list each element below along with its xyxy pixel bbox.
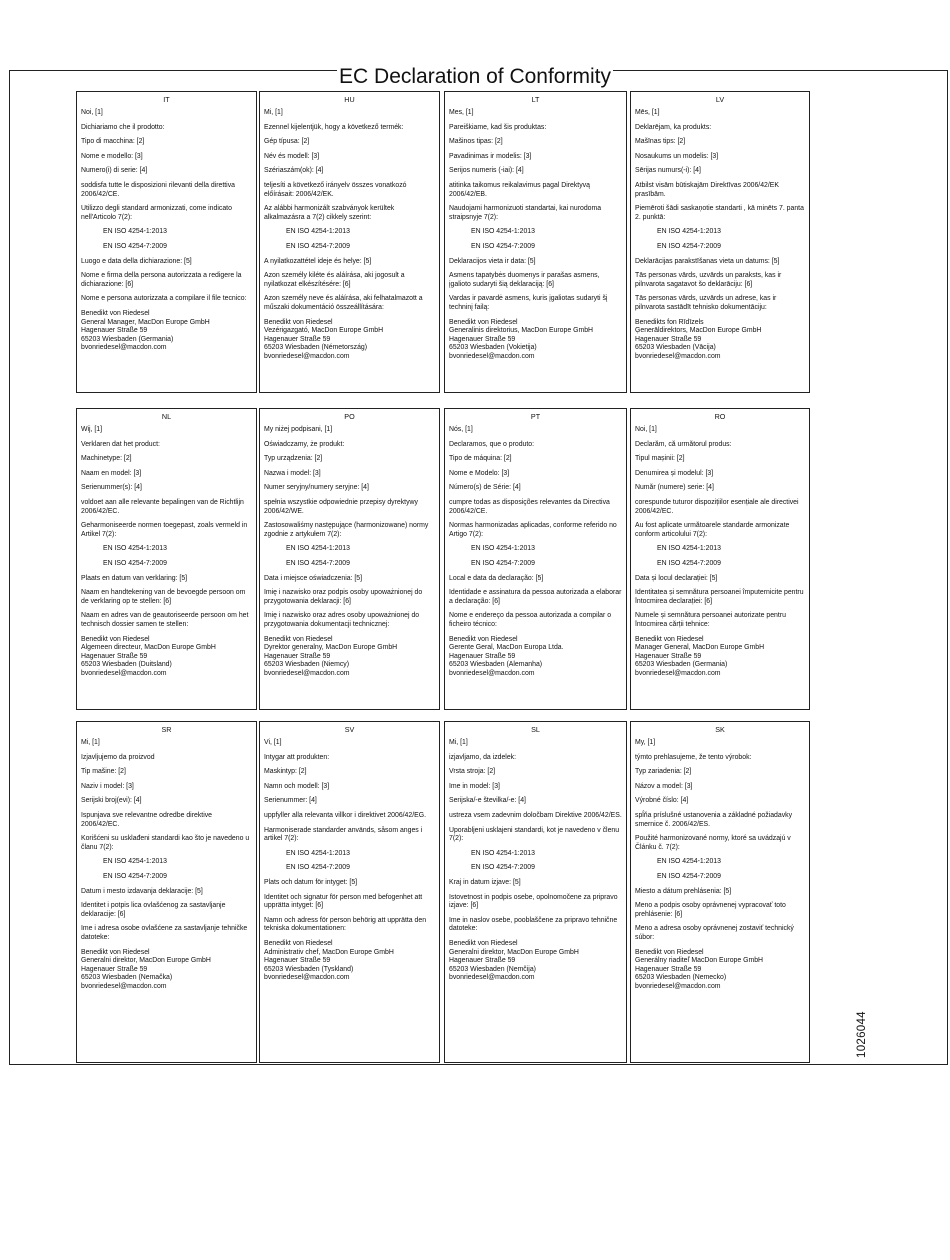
contact-block: [449, 319, 622, 362]
contact-line: bvonriedesel@macdon.com: [449, 669, 535, 677]
contact-line: Benedikt von Riedesel: [264, 318, 333, 326]
declaration-box-sl: [444, 721, 627, 1063]
declaration-line: Meno a adresa osoby oprávnenej zostaviť technický súbor:: [635, 925, 794, 941]
declaration-line: Identidade e assinatura da pessoa autorizada a elaborar a declaração: [6]: [449, 589, 622, 605]
contact-line: Benedikt von Riedesel: [449, 939, 518, 947]
declaration-line: Data i miejsce oświadczenia: [5]: [264, 574, 363, 582]
declaration-line: Ime in naslov osebe, pooblaščene za pripravo tehnične datoteke:: [449, 916, 618, 933]
declaration-line: Typ zariadenia: [2]: [635, 768, 692, 776]
declaration-line: Miesto a dátum prehlásenia: [5]: [635, 887, 732, 895]
standard-reference: EN ISO 4254-7:2009: [103, 242, 167, 250]
declaration-line: Intygar att produkten:: [264, 753, 330, 761]
standard-reference: EN ISO 4254-7:2009: [286, 864, 350, 872]
contact-block: [449, 940, 622, 983]
contact-line: Hagenauer Straße 59: [449, 957, 516, 965]
declaration-line: Mašīnas tips: [2]: [635, 138, 686, 146]
declaration-line: Numero(i) di serie: [4]: [81, 167, 148, 175]
contact-line: 65203 Wiesbaden (Nemačka): [81, 974, 173, 982]
contact-line: Benedikt von Riedesel: [81, 309, 150, 317]
contact-block: [264, 636, 435, 679]
declaration-box-lv: [630, 91, 810, 393]
declaration-line: Serijski broj(evi): [4]: [81, 797, 142, 805]
contact-line: 65203 Wiesbaden (Vokietija): [449, 344, 537, 352]
contact-line: 65203 Wiesbaden (Németország): [264, 344, 368, 352]
declaration-line: Maskintyp: [2]: [264, 768, 307, 776]
language-code: SV: [344, 725, 355, 734]
declaration-line: Dichiariamo che il prodotto:: [81, 123, 165, 131]
declaration-line: Nós, [1]: [449, 426, 473, 433]
contact-line: Hagenauer Straße 59: [81, 652, 148, 660]
language-code: SR: [161, 725, 172, 734]
contact-line: Dyrektor generalny, MacDon Europe GmbH: [264, 644, 398, 652]
declaration-line: Použité harmonizované normy, ktoré sa uvádzajú v Článku č. 7(2):: [635, 835, 791, 851]
declaration-line: Numele și semnătura persoanei autorizate pentru întocmirea cărții tehnice:: [635, 612, 786, 628]
declaration-line: Identitet i potpis lica ovlašćenog za sastavljanje deklaracije: [6]: [81, 902, 226, 918]
declaration-line: Plats och datum för intyget: [5]: [264, 878, 358, 886]
declaration-line: Vi, [1]: [264, 739, 282, 746]
contact-line: bvonriedesel@macdon.com: [635, 352, 721, 360]
contact-line: 65203 Wiesbaden (Germania): [635, 661, 728, 669]
declaration-line: cumpre todas as disposições relevantes da Directiva 2006/42/CE.: [449, 498, 610, 515]
declaration-line: Deklarācijas parakstīšanas vieta un datums: [5]: [635, 257, 780, 265]
contact-line: Algemeen directeur, MacDon Europe GmbH: [81, 644, 216, 652]
declaration-line: Data și locul declarației: [5]: [635, 574, 718, 582]
declaration-box-ro: [630, 408, 810, 710]
declaration-line: Naam en model: [3]: [81, 469, 142, 477]
standard-reference: EN ISO 4254-1:2013: [471, 545, 535, 553]
declaration-line: Număr (numere) serie: [4]: [635, 484, 714, 492]
language-code: SL: [531, 725, 540, 734]
declaration-line: Plaats en datum van verklaring: [5]: [81, 574, 188, 582]
declaration-box-it: [76, 91, 257, 393]
contact-block: [635, 949, 805, 992]
contact-line: 65203 Wiesbaden (Duitsland): [81, 661, 172, 669]
declaration-line: Noi, [1]: [81, 109, 103, 116]
declaration-line: Istovetnost in podpis osebe, opolnomočene za pripravo izjave: [6]: [449, 893, 618, 910]
declaration-line: Naam en adres van de geautoriseerde persoon om het technisch dossier samen te stellen:: [81, 612, 249, 628]
declaration-line: Tipo di macchina: [2]: [81, 138, 145, 146]
contact-line: 65203 Wiesbaden (Alemanha): [449, 661, 543, 669]
standard-reference: EN ISO 4254-7:2009: [657, 242, 721, 250]
declaration-line: Serienummer: [4]: [264, 797, 317, 805]
contact-line: Hagenauer Straße 59: [635, 335, 702, 343]
declaration-line: Local e data da declaração: [5]: [449, 574, 544, 582]
declaration-line: Serijska/-e številka/-e: [4]: [449, 797, 526, 805]
declaration-line: Naudojami harmonizuoti standartai, kai nurodoma straipsnyje 7(2):: [449, 205, 602, 221]
contact-line: Generálny riaditeľ MacDon Europe GmbH: [635, 957, 764, 965]
contact-block: [635, 636, 805, 679]
declaration-line: Zastosowaliśmy następujące (harmonizowane) normy zgodnie z artykułem 7(2):: [264, 522, 429, 538]
declaration-line: Nome e modello: [3]: [81, 152, 143, 160]
contact-line: bvonriedesel@macdon.com: [449, 974, 535, 982]
contact-line: Generalinis direktorius, MacDon Europe GmbH: [449, 327, 593, 335]
contact-line: bvonriedesel@macdon.com: [264, 352, 350, 360]
contact-line: 65203 Wiesbaden (Nemecko): [635, 974, 727, 982]
contact-line: 65203 Wiesbaden (Germania): [81, 335, 174, 343]
declaration-line: týmto prehlasujeme, že tento výrobok:: [635, 753, 752, 761]
standard-reference: EN ISO 4254-7:2009: [471, 864, 535, 872]
declaration-line: Deklarējam, ka produkts:: [635, 123, 712, 131]
declaration-line: soddisfa tutte le disposizioni rilevanti della direttiva 2006/42/CE.: [81, 181, 235, 198]
declaration-line: Pareiškiame, kad šis produktas:: [449, 123, 547, 131]
contact-block: [81, 636, 252, 679]
contact-line: 65203 Wiesbaden (Nemčija): [449, 965, 536, 973]
declaration-line: Atbilst visām būtiskajām Direktīvas 2006/42/EK prasībām.: [635, 181, 779, 198]
standard-reference: EN ISO 4254-1:2013: [103, 228, 167, 236]
standard-reference: EN ISO 4254-7:2009: [103, 559, 167, 567]
declaration-line: Azon személy neve és aláírása, aki felhatalmazott a műszaki dokumentáció összeállítására:: [264, 295, 423, 311]
declaration-line: Výrobné číslo: [4]: [635, 797, 689, 805]
declaration-line: Név és modell: [3]: [264, 152, 320, 160]
contact-block: [449, 636, 622, 679]
declaration-line: Piemēroti šādi saskaņotie standarti , kā minēts 7. panta 2. punktā:: [635, 205, 804, 221]
declaration-line: Nazwa i model: [3]: [264, 469, 321, 477]
language-code: LV: [715, 95, 725, 104]
contact-line: Manager General, MacDon Europe GmbH: [635, 644, 765, 652]
contact-block: [635, 319, 805, 362]
declaration-line: Wij, [1]: [81, 426, 103, 433]
declaration-line: Numer seryjny/numery seryjne: [4]: [264, 484, 369, 492]
declaration-line: Uporabljeni usklajeni standardi, kot je navedeno v členu 7(2):: [449, 826, 620, 843]
declaration-line: Szériaszám(ok): [4]: [264, 167, 324, 175]
declaration-line: Serienummer(s): [4]: [81, 484, 142, 492]
language-code: LT: [531, 95, 540, 104]
contact-line: bvonriedesel@macdon.com: [635, 982, 721, 990]
contact-line: bvonriedesel@macdon.com: [81, 344, 167, 352]
declaration-line: My niżej podpisani, [1]: [264, 426, 333, 433]
contact-line: Gerente Geral, MacDon Europa Ltda.: [449, 644, 564, 652]
standard-reference: EN ISO 4254-7:2009: [471, 559, 535, 567]
language-code: SK: [715, 725, 725, 734]
declaration-line: Mi, [1]: [449, 739, 468, 746]
declaration-line: Korišćeni su usklađeni standardi kao što je navedeno u članu 7(2):: [81, 835, 250, 851]
language-code: HU: [344, 95, 355, 104]
declaration-line: Nome e firma della persona autorizzata a redigere la dichiarazione: [6]: [81, 272, 242, 288]
declaration-line: Declarăm, că următorul produs:: [635, 440, 732, 448]
declaration-line: Datum i mesto izdavanja deklaracije: [5]: [81, 887, 203, 895]
declaration-box-pt: [444, 408, 627, 710]
declaration-line: Nome e endereço da pessoa autorizada a compilar o ficheiro técnico:: [449, 612, 612, 628]
contact-line: Hagenauer Straße 59: [635, 965, 702, 973]
declaration-line: Názov a model: [3]: [635, 782, 693, 790]
declaration-line: Tās personas vārds, uzvārds un adrese, kas ir pilnvarota sastādīt tehnisko dokumentāciju:: [635, 295, 777, 311]
declaration-line: Meno a podpis osoby oprávnenej vypracovať toto prehlásenie: [6]: [635, 902, 786, 918]
contact-block: [81, 310, 252, 353]
contact-line: Benedikt von Riedesel: [264, 939, 333, 947]
declaration-line: Imię i nazwisko oraz podpis osoby upoważnionej do przygotowania deklaracji: [6]: [264, 589, 423, 605]
declaration-line: Serijos numeris (-iai): [4]: [449, 167, 524, 175]
declaration-line: Luogo e data della dichiarazione: [5]: [81, 257, 192, 265]
declaration-line: Noi, [1]: [635, 426, 657, 433]
standard-reference: EN ISO 4254-7:2009: [286, 242, 350, 250]
declaration-line: Utilizzo degli standard armonizzati, come indicato nell'Articolo 7(2):: [81, 205, 232, 221]
standard-reference: EN ISO 4254-1:2013: [286, 228, 350, 236]
declaration-line: spĺňa príslušné ustanovenia a základné požiadavky smernice č. 2006/42/ES.: [635, 811, 793, 828]
contact-line: Benedikt von Riedesel: [635, 948, 704, 956]
contact-line: bvonriedesel@macdon.com: [449, 352, 535, 360]
contact-line: Vezérigazgató, MacDon Europe GmbH: [264, 327, 384, 335]
standard-reference: EN ISO 4254-1:2013: [103, 858, 167, 866]
declaration-box-hu: [259, 91, 440, 393]
contact-line: Hagenauer Straße 59: [264, 652, 331, 660]
declaration-line: Harmoniserade standarder används, såsom anges i artikel 7(2):: [264, 826, 423, 843]
declaration-line: Nosaukums un modelis: [3]: [635, 152, 719, 160]
declaration-line: Machinetype: [2]: [81, 455, 132, 463]
declaration-line: Naziv i model: [3]: [81, 782, 134, 790]
declaration-line: My, [1]: [635, 739, 656, 746]
language-code: PO: [344, 412, 355, 421]
declaration-line: corespunde tuturor dispozițiilor esențiale ale directivei 2006/42/EC.: [635, 498, 799, 515]
language-code: IT: [163, 95, 170, 104]
contact-line: Benedikts fon Rīdīzels: [635, 318, 704, 326]
standard-reference: EN ISO 4254-1:2013: [286, 849, 350, 857]
declaration-line: Ime in model: [3]: [449, 782, 500, 790]
contact-line: Hagenauer Straße 59: [264, 335, 331, 343]
contact-line: General Manager, MacDon Europe GmbH: [81, 318, 210, 326]
contact-line: 65203 Wiesbaden (Niemcy): [264, 661, 350, 669]
declaration-box-sr: [76, 721, 257, 1063]
contact-line: Hagenauer Straße 59: [449, 335, 516, 343]
declaration-line: Identitatea și semnătura persoanei împuternicite pentru întocmirea declarației: [6]: [635, 589, 804, 605]
declaration-line: spełnia wszystkie odpowiednie przepisy dyrektywy 2006/42/WE.: [264, 498, 418, 515]
declaration-line: Imię i nazwisko oraz adres osoby upoważnionej do przygotowania dokumentacji technicznej:: [264, 612, 420, 628]
standard-reference: EN ISO 4254-7:2009: [657, 872, 721, 880]
standard-reference: EN ISO 4254-7:2009: [471, 242, 535, 250]
contact-line: bvonriedesel@macdon.com: [264, 669, 350, 677]
declaration-line: Kraj in datum izjave: [5]: [449, 878, 521, 886]
declaration-line: Mašinos tipas: [2]: [449, 138, 503, 146]
contact-line: Benedikt von Riedesel: [81, 635, 150, 643]
contact-line: bvonriedesel@macdon.com: [264, 974, 350, 982]
standard-reference: EN ISO 4254-1:2013: [657, 858, 721, 866]
declaration-line: Normas harmonizadas aplicadas, conforme referido no Artigo 7(2):: [449, 522, 617, 538]
declaration-line: Typ urządzenia: [2]: [264, 455, 323, 463]
declaration-box-po: [259, 408, 440, 710]
contact-line: Hagenauer Straße 59: [449, 652, 516, 660]
declaration-line: Ispunjava sve relevantne odredbe direktive 2006/42/EC.: [81, 811, 213, 828]
contact-line: Benedikt von Riedesel: [635, 635, 704, 643]
declaration-line: A nyilatkozattétel ideje és helye: [5]: [264, 257, 372, 265]
contact-line: Hagenauer Straße 59: [81, 965, 148, 973]
declaration-line: Vardas ir pavardė asmens, kuris įgaliotas sudaryti šį techninį failą:: [449, 295, 608, 311]
standard-reference: EN ISO 4254-1:2013: [471, 849, 535, 857]
contact-line: bvonriedesel@macdon.com: [81, 669, 167, 677]
declaration-line: Azon személy kilétе és aláírása, aki jogosult a nyilatkozat elkészítésére: [6]: [264, 272, 405, 288]
language-code: PT: [530, 412, 541, 421]
declaration-line: Nome e persona autorizzata a compilare il file tecnico:: [81, 295, 247, 303]
contact-line: Ģenerāldirektors, MacDon Europe GmbH: [635, 327, 762, 335]
declaration-line: Tipul mașinii: [2]: [635, 455, 685, 463]
declaration-box-nl: [76, 408, 257, 710]
declaration-line: Declaramos, que o produto:: [449, 440, 535, 448]
contact-line: 65203 Wiesbaden (Tyskland): [264, 965, 354, 973]
declaration-line: Naam en handtekening van de bevoegde persoon om de verklaring op te stellen: [6]: [81, 589, 246, 605]
declaration-line: izjavljamo, da izdelek:: [449, 753, 517, 761]
standard-reference: EN ISO 4254-7:2009: [103, 872, 167, 880]
standard-reference: EN ISO 4254-7:2009: [286, 559, 350, 567]
standard-reference: EN ISO 4254-1:2013: [103, 545, 167, 553]
standard-reference: EN ISO 4254-1:2013: [471, 228, 535, 236]
declaration-line: atitinka taikomus reikalavimus pagal Direktyvą 2006/42/EB.: [449, 181, 590, 198]
contact-line: Benedikt von Riedesel: [264, 635, 333, 643]
declaration-line: Tipo de máquina: [2]: [449, 455, 512, 463]
contact-line: 65203 Wiesbaden (Vācija): [635, 344, 716, 352]
contact-line: bvonriedesel@macdon.com: [81, 982, 167, 990]
declaration-line: Denumirea și modelul: [3]: [635, 469, 714, 477]
page-title: EC Declaration of Conformity: [339, 65, 611, 88]
declaration-line: Oświadczamy, że produkt:: [264, 440, 345, 448]
declaration-line: Tip mašine: [2]: [81, 768, 126, 776]
declaration-line: Ezennel kijelentjük, hogy a következő termék:: [264, 123, 404, 131]
declaration-line: Izjavljujemo da proizvod: [81, 753, 155, 761]
declaration-line: Mes, [1]: [449, 109, 474, 116]
declaration-line: uppfyller alla relevanta villkor i direktivet 2006/42/EG.: [264, 811, 427, 819]
declaration-line: ustreza vsem zadevnim določbam Direktive 2006/42/ES.: [449, 811, 622, 819]
contact-line: Hagenauer Straße 59: [635, 652, 702, 660]
declaration-line: Vrsta stroja: [2]: [449, 768, 496, 776]
declaration-line: Mi, [1]: [264, 109, 283, 116]
declaration-box-sv: [259, 721, 440, 1063]
standard-reference: EN ISO 4254-1:2013: [657, 545, 721, 553]
declaration-line: Número(s) de Série: [4]: [449, 484, 521, 492]
declaration-line: Au fost aplicate următoarele standarde armonizate conform articolului 7(2):: [635, 522, 790, 538]
contact-block: [264, 940, 435, 983]
declaration-line: Gép típusa: [2]: [264, 138, 310, 146]
declaration-line: Mēs, [1]: [635, 109, 660, 116]
declaration-line: Asmens tapatybės duomenys ir parašas asmens, įgalioto sudaryti šią deklaraciją: [6]: [449, 272, 600, 288]
declaration-line: Nome e Modelo: [3]: [449, 469, 510, 477]
declaration-line: Mi, [1]: [81, 739, 100, 746]
contact-line: Administrativ chef, MacDon Europe GmbH: [264, 948, 394, 956]
declaration-line: Identitet och signatur för person med befogenhet att upprätta intyget: [6]: [264, 893, 423, 910]
contact-line: Benedikt von Riedesel: [81, 948, 150, 956]
declaration-line: Namn och adress för person behörig att upprätta den tekniska dokumentationen:: [264, 916, 427, 933]
declaration-line: teljesíti a következő irányelv összes vonatkozó előírásait: 2006/42/EK.: [264, 181, 407, 198]
contact-line: Hagenauer Straße 59: [264, 957, 331, 965]
declaration-line: Geharmoniseerde normen toegepast, zoals vermeld in Artikel 7(2):: [81, 522, 248, 538]
standard-reference: EN ISO 4254-7:2009: [657, 559, 721, 567]
contact-line: Hagenauer Straße 59: [81, 327, 148, 335]
declaration-line: Pavadinimas ir modelis: [3]: [449, 152, 532, 160]
declaration-line: Ime i adresa osobe ovlašćene za sastavljanje tehničke datoteke:: [81, 925, 248, 941]
declaration-box-lt: [444, 91, 627, 393]
language-code: RO: [714, 412, 726, 421]
declaration-line: Namn och modell: [3]: [264, 782, 330, 790]
declaration-line: voldoet aan alle relevante bepalingen van de Richtlijn 2006/42/EC.: [81, 498, 244, 515]
standard-reference: EN ISO 4254-1:2013: [657, 228, 721, 236]
declaration-line: Verklaren dat het product:: [81, 440, 160, 448]
standard-reference: EN ISO 4254-1:2013: [286, 545, 350, 553]
contact-line: Benedikt von Riedesel: [449, 635, 518, 643]
declaration-line: Az alábbi harmonizált szabványok kerültek alkalmazásra a 7(2) cikkely szerint:: [264, 205, 395, 221]
contact-block: [264, 319, 435, 362]
language-code: NL: [161, 412, 172, 421]
contact-line: Benedikt von Riedesel: [449, 318, 518, 326]
declaration-line: Tās personas vārds, uzvārds un paraksts, kas ir pilnvarota sagatavot šo deklarāciju: [6]: [635, 272, 782, 288]
contact-line: bvonriedesel@macdon.com: [635, 669, 721, 677]
declaration-line: Deklaracijos vieta ir data: [5]: [449, 257, 536, 265]
contact-block: [81, 949, 252, 992]
declaration-line: Sērijas numurs(-i): [4]: [635, 167, 701, 175]
declaration-box-sk: [630, 721, 810, 1063]
document-number: 1026044: [856, 1011, 868, 1058]
contact-line: Generalni direktor, MacDon Europe GmbH: [81, 957, 211, 965]
contact-line: Generalni direktor, MacDon Europe GmbH: [449, 948, 579, 956]
